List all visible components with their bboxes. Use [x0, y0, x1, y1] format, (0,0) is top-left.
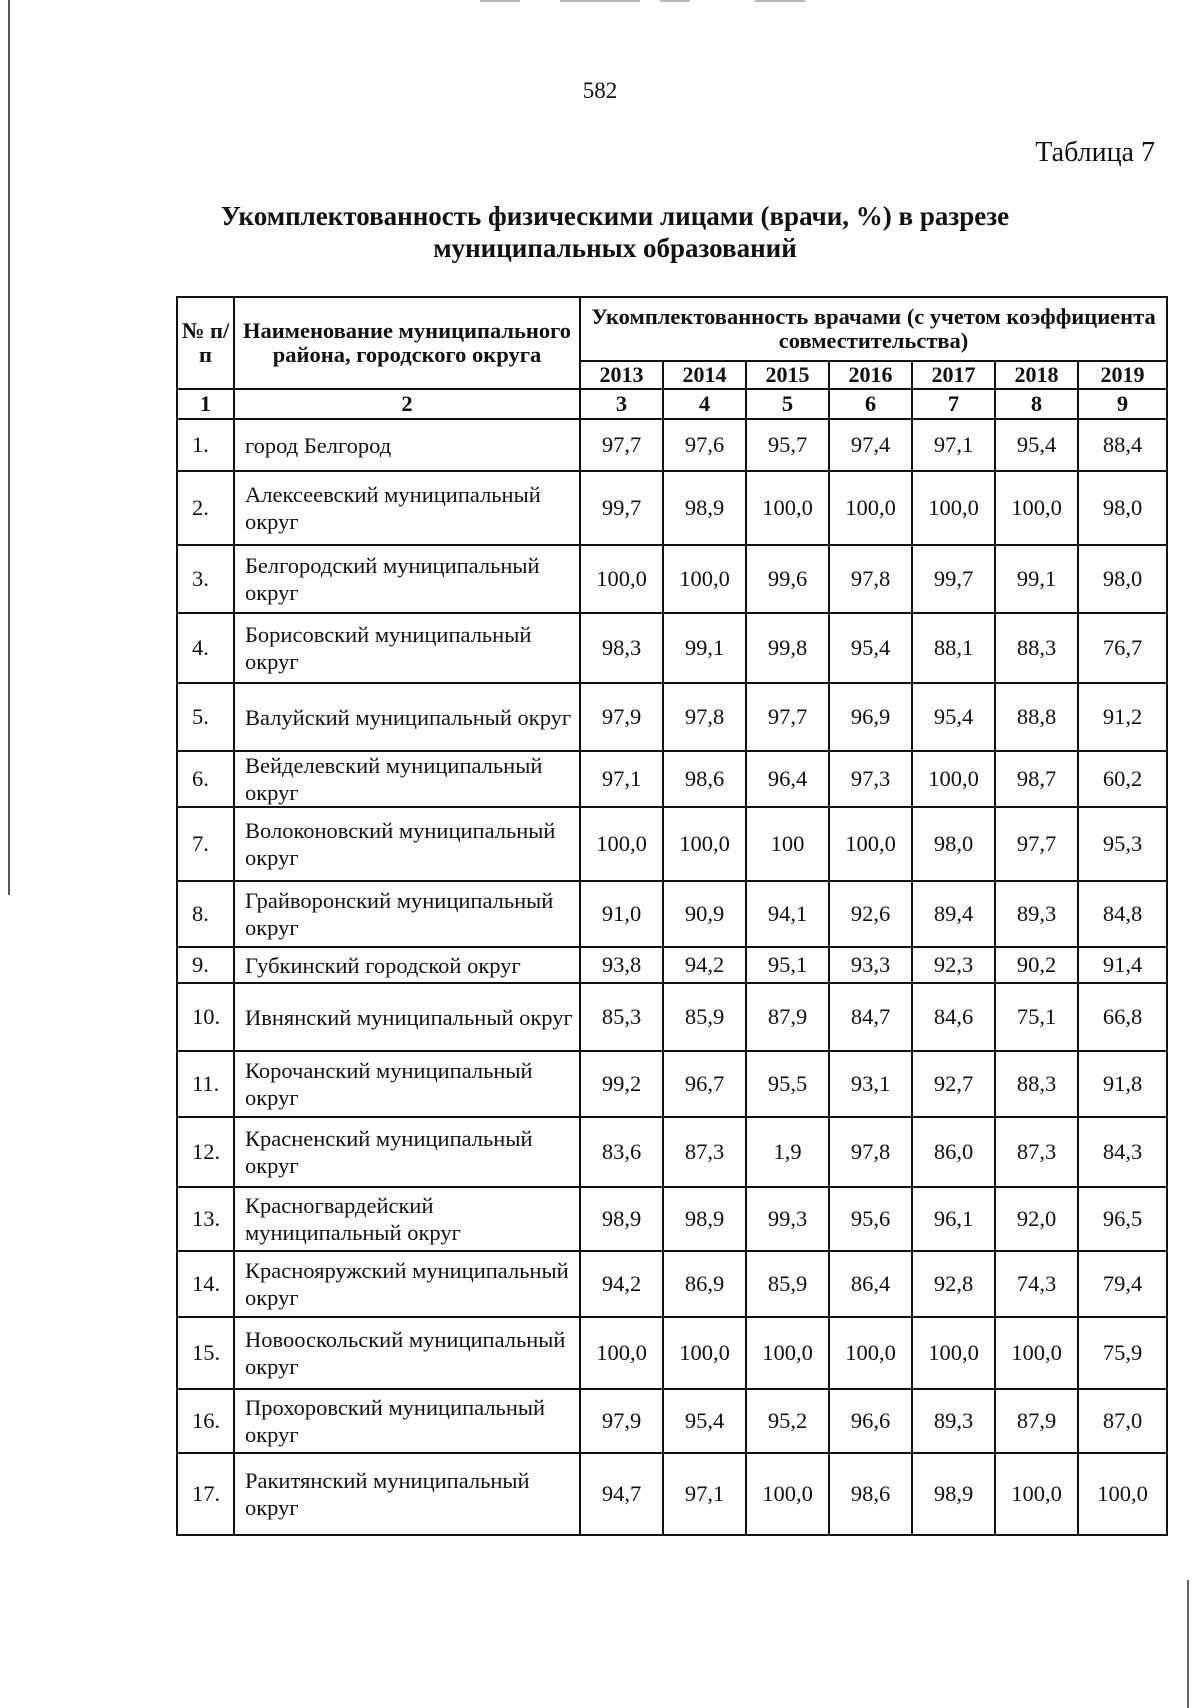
table-row	[177, 1453, 1167, 1535]
staffing-value-2018: 75,1	[995, 983, 1078, 1051]
staffing-value-2015: 99,3	[746, 1187, 829, 1251]
staffing-value-2015: 95,5	[746, 1051, 829, 1117]
table-row	[177, 881, 1167, 947]
header-year: 2015	[746, 361, 829, 389]
staffing-value-2014: 86,9	[663, 1251, 746, 1317]
table-row	[177, 471, 1167, 545]
staffing-value-2014: 97,6	[663, 419, 746, 471]
row-number: 6.	[177, 751, 234, 807]
staffing-value-2016: 100,0	[829, 1317, 912, 1389]
header-year: 2018	[995, 361, 1078, 389]
header-name: Наименование муниципального района, городского округа	[234, 297, 580, 389]
staffing-value-2018: 98,7	[995, 751, 1078, 807]
staffing-table	[176, 296, 1168, 1536]
staffing-value-2017: 96,1	[912, 1187, 995, 1251]
header-staffing: Укомплектованность врачами (с учетом коэффициента совместительства)	[580, 297, 1167, 361]
staffing-value-2016: 98,6	[829, 1453, 912, 1535]
row-number: 17.	[177, 1453, 234, 1535]
municipality-name: Ракитянский муниципальный округ	[234, 1453, 580, 1535]
staffing-value-2014: 94,2	[663, 947, 746, 983]
staffing-value-2017: 89,3	[912, 1389, 995, 1453]
staffing-value-2016: 86,4	[829, 1251, 912, 1317]
table-row	[177, 1187, 1167, 1251]
table-row	[177, 613, 1167, 683]
scan-top-artifact	[560, 0, 640, 2]
staffing-value-2017: 98,9	[912, 1453, 995, 1535]
staffing-value-2017: 89,4	[912, 881, 995, 947]
column-number: 5	[746, 389, 829, 419]
staffing-value-2018: 95,4	[995, 419, 1078, 471]
staffing-value-2015: 94,1	[746, 881, 829, 947]
municipality-name: Губкинский городской округ	[234, 947, 580, 983]
staffing-value-2015: 99,6	[746, 545, 829, 613]
column-number: 7	[912, 389, 995, 419]
staffing-value-2015: 95,1	[746, 947, 829, 983]
staffing-value-2019: 75,9	[1078, 1317, 1167, 1389]
municipality-name: Корочанский муниципальный округ	[234, 1051, 580, 1117]
municipality-name: Волоконовский муниципальный округ	[234, 807, 580, 881]
table-label: Таблица 7	[1035, 137, 1155, 168]
staffing-value-2018: 74,3	[995, 1251, 1078, 1317]
staffing-value-2013: 99,2	[580, 1051, 663, 1117]
staffing-value-2013: 91,0	[580, 881, 663, 947]
staffing-value-2019: 100,0	[1078, 1453, 1167, 1535]
staffing-value-2016: 95,4	[829, 613, 912, 683]
staffing-value-2015: 97,7	[746, 683, 829, 751]
staffing-value-2017: 84,6	[912, 983, 995, 1051]
row-number: 2.	[177, 471, 234, 545]
municipality-name: Валуйский муниципальный округ	[234, 683, 580, 751]
staffing-value-2014: 100,0	[663, 807, 746, 881]
staffing-value-2018: 99,1	[995, 545, 1078, 613]
staffing-value-2017: 100,0	[912, 471, 995, 545]
staffing-value-2019: 87,0	[1078, 1389, 1167, 1453]
staffing-value-2019: 98,0	[1078, 471, 1167, 545]
staffing-value-2015: 95,2	[746, 1389, 829, 1453]
staffing-value-2019: 84,3	[1078, 1117, 1167, 1187]
row-number: 13.	[177, 1187, 234, 1251]
staffing-value-2018: 90,2	[995, 947, 1078, 983]
row-number: 10.	[177, 983, 234, 1051]
table-row	[177, 983, 1167, 1051]
scan-top-artifact	[660, 0, 690, 2]
staffing-value-2014: 99,1	[663, 613, 746, 683]
staffing-value-2018: 100,0	[995, 471, 1078, 545]
staffing-value-2018: 100,0	[995, 1453, 1078, 1535]
staffing-value-2019: 84,8	[1078, 881, 1167, 947]
staffing-value-2014: 97,1	[663, 1453, 746, 1535]
scan-right-edge	[1187, 1580, 1189, 1708]
staffing-value-2014: 100,0	[663, 1317, 746, 1389]
municipality-name: Красногвардейский муниципальный округ	[234, 1187, 580, 1251]
staffing-value-2015: 100,0	[746, 1317, 829, 1389]
staffing-value-2019: 96,5	[1078, 1187, 1167, 1251]
table-row	[177, 751, 1167, 807]
column-number: 8	[995, 389, 1078, 419]
staffing-value-2013: 97,7	[580, 419, 663, 471]
column-numbers-row	[177, 389, 1167, 419]
staffing-value-2013: 100,0	[580, 807, 663, 881]
header-year: 2017	[912, 361, 995, 389]
staffing-value-2014: 95,4	[663, 1389, 746, 1453]
staffing-value-2013: 98,9	[580, 1187, 663, 1251]
table-row	[177, 1051, 1167, 1117]
staffing-value-2015: 100,0	[746, 471, 829, 545]
title-line-2: муниципальных образований	[433, 233, 797, 263]
row-number: 14.	[177, 1251, 234, 1317]
staffing-value-2015: 100,0	[746, 1453, 829, 1535]
staffing-value-2017: 98,0	[912, 807, 995, 881]
page-number: 582	[582, 78, 618, 103]
column-number: 3	[580, 389, 663, 419]
table-row	[177, 545, 1167, 613]
municipality-name: Ивнянский муниципальный округ	[234, 983, 580, 1051]
header-year: 2013	[580, 361, 663, 389]
row-number: 12.	[177, 1117, 234, 1187]
municipality-name: Прохоровский муниципальный округ	[234, 1389, 580, 1453]
row-number: 16.	[177, 1389, 234, 1453]
table-row	[177, 1251, 1167, 1317]
staffing-value-2019: 98,0	[1078, 545, 1167, 613]
staffing-value-2014: 85,9	[663, 983, 746, 1051]
staffing-value-2016: 95,6	[829, 1187, 912, 1251]
staffing-value-2018: 100,0	[995, 1317, 1078, 1389]
table-row	[177, 1389, 1167, 1453]
staffing-value-2015: 1,9	[746, 1117, 829, 1187]
staffing-value-2013: 100,0	[580, 1317, 663, 1389]
staffing-value-2018: 97,7	[995, 807, 1078, 881]
row-number: 15.	[177, 1317, 234, 1389]
staffing-value-2013: 98,3	[580, 613, 663, 683]
staffing-value-2014: 98,9	[663, 471, 746, 545]
staffing-value-2019: 88,4	[1078, 419, 1167, 471]
staffing-value-2017: 92,7	[912, 1051, 995, 1117]
row-number: 7.	[177, 807, 234, 881]
row-number: 4.	[177, 613, 234, 683]
municipality-name: Краснояружский муниципальный округ	[234, 1251, 580, 1317]
staffing-value-2013: 93,8	[580, 947, 663, 983]
staffing-value-2014: 97,8	[663, 683, 746, 751]
staffing-value-2016: 96,9	[829, 683, 912, 751]
staffing-value-2017: 95,4	[912, 683, 995, 751]
staffing-value-2014: 96,7	[663, 1051, 746, 1117]
staffing-value-2014: 98,6	[663, 751, 746, 807]
staffing-value-2013: 100,0	[580, 545, 663, 613]
header-year: 2016	[829, 361, 912, 389]
staffing-value-2013: 94,2	[580, 1251, 663, 1317]
staffing-value-2013: 97,9	[580, 1389, 663, 1453]
staffing-value-2019: 76,7	[1078, 613, 1167, 683]
staffing-value-2019: 91,2	[1078, 683, 1167, 751]
row-number: 11.	[177, 1051, 234, 1117]
header-year: 2019	[1078, 361, 1167, 389]
staffing-value-2016: 97,8	[829, 1117, 912, 1187]
staffing-value-2014: 98,9	[663, 1187, 746, 1251]
staffing-value-2015: 96,4	[746, 751, 829, 807]
staffing-value-2018: 89,3	[995, 881, 1078, 947]
staffing-value-2015: 95,7	[746, 419, 829, 471]
staffing-value-2019: 79,4	[1078, 1251, 1167, 1317]
staffing-value-2018: 87,9	[995, 1389, 1078, 1453]
staffing-value-2017: 97,1	[912, 419, 995, 471]
table-row	[177, 683, 1167, 751]
municipality-name: Алексеевский муниципальный округ	[234, 471, 580, 545]
column-number: 6	[829, 389, 912, 419]
staffing-value-2014: 87,3	[663, 1117, 746, 1187]
staffing-value-2016: 93,1	[829, 1051, 912, 1117]
row-number: 9.	[177, 947, 234, 983]
column-number: 4	[663, 389, 746, 419]
municipality-name: город Белгород	[234, 419, 580, 471]
table-row	[177, 947, 1167, 983]
staffing-value-2016: 93,3	[829, 947, 912, 983]
header-year: 2014	[663, 361, 746, 389]
row-number: 5.	[177, 683, 234, 751]
staffing-value-2014: 100,0	[663, 545, 746, 613]
municipality-name: Борисовский муниципальный округ	[234, 613, 580, 683]
staffing-value-2016: 97,8	[829, 545, 912, 613]
table-row	[177, 1117, 1167, 1187]
column-number: 9	[1078, 389, 1167, 419]
title-line-1: Укомплектованность физическими лицами (врачи, %) в разрезе	[220, 201, 1010, 231]
row-number: 8.	[177, 881, 234, 947]
staffing-value-2017: 99,7	[912, 545, 995, 613]
staffing-value-2017: 100,0	[912, 751, 995, 807]
staffing-value-2017: 100,0	[912, 1317, 995, 1389]
staffing-value-2017: 92,8	[912, 1251, 995, 1317]
row-number: 3.	[177, 545, 234, 613]
staffing-value-2018: 87,3	[995, 1117, 1078, 1187]
staffing-value-2017: 88,1	[912, 613, 995, 683]
staffing-value-2016: 84,7	[829, 983, 912, 1051]
staffing-value-2016: 97,3	[829, 751, 912, 807]
staffing-value-2016: 100,0	[829, 471, 912, 545]
table-row	[177, 1317, 1167, 1389]
table-body	[177, 419, 1167, 1535]
staffing-value-2015: 99,8	[746, 613, 829, 683]
staffing-value-2013: 97,9	[580, 683, 663, 751]
row-number: 1.	[177, 419, 234, 471]
scan-left-edge	[8, 0, 10, 895]
column-number: 2	[234, 389, 580, 419]
municipality-name: Новооскольский муниципальный округ	[234, 1317, 580, 1389]
scan-top-artifact	[480, 0, 520, 2]
staffing-value-2019: 66,8	[1078, 983, 1167, 1051]
staffing-value-2013: 97,1	[580, 751, 663, 807]
staffing-value-2018: 88,3	[995, 1051, 1078, 1117]
column-number: 1	[177, 389, 234, 419]
staffing-value-2019: 91,8	[1078, 1051, 1167, 1117]
staffing-value-2018: 88,8	[995, 683, 1078, 751]
staffing-value-2014: 90,9	[663, 881, 746, 947]
table-row	[177, 807, 1167, 881]
staffing-value-2019: 60,2	[1078, 751, 1167, 807]
staffing-value-2017: 86,0	[912, 1117, 995, 1187]
staffing-value-2019: 91,4	[1078, 947, 1167, 983]
header-number: № п/п	[177, 297, 234, 389]
municipality-name: Белгородский муниципальный округ	[234, 545, 580, 613]
staffing-value-2013: 83,6	[580, 1117, 663, 1187]
staffing-value-2016: 92,6	[829, 881, 912, 947]
staffing-value-2018: 88,3	[995, 613, 1078, 683]
staffing-value-2017: 92,3	[912, 947, 995, 983]
staffing-value-2015: 100	[746, 807, 829, 881]
staffing-value-2013: 94,7	[580, 1453, 663, 1535]
municipality-name: Красненский муниципальный округ	[234, 1117, 580, 1187]
document-title	[200, 200, 1030, 264]
staffing-value-2013: 99,7	[580, 471, 663, 545]
municipality-name: Грайворонский муниципальный округ	[234, 881, 580, 947]
staffing-value-2016: 97,4	[829, 419, 912, 471]
staffing-value-2013: 85,3	[580, 983, 663, 1051]
staffing-value-2016: 100,0	[829, 807, 912, 881]
staffing-value-2018: 92,0	[995, 1187, 1078, 1251]
scan-top-artifact	[755, 0, 805, 2]
municipality-name: Вейделевский муниципальный округ	[234, 751, 580, 807]
staffing-value-2016: 96,6	[829, 1389, 912, 1453]
staffing-value-2019: 95,3	[1078, 807, 1167, 881]
table-row	[177, 419, 1167, 471]
staffing-value-2015: 85,9	[746, 1251, 829, 1317]
staffing-value-2015: 87,9	[746, 983, 829, 1051]
